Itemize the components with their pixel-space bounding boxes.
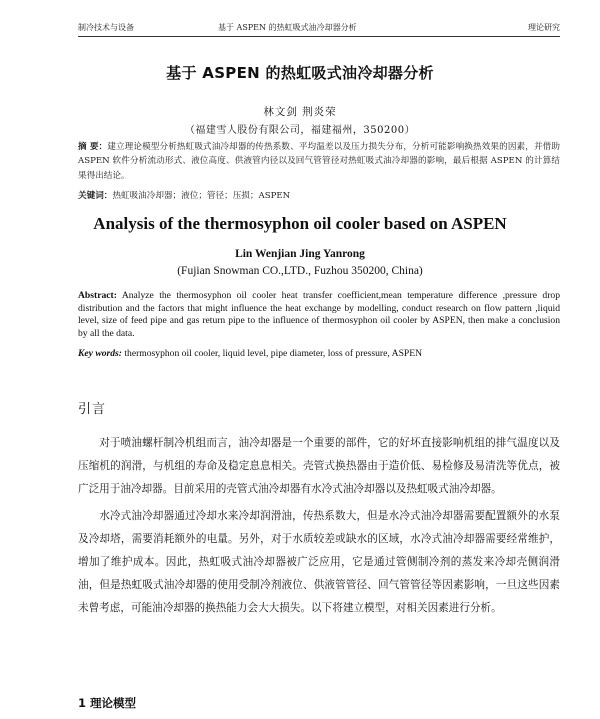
running-head-journal: 制冷技术与设备 xyxy=(78,23,134,32)
section-heading-theory-model: 1 理论模型 xyxy=(78,696,137,710)
english-affiliation: (Fujian Snowman CO.,LTD., Fuzhou 350200, China) xyxy=(177,265,423,277)
english-authors: Lin Wenjian Jing Yanrong xyxy=(235,248,365,260)
english-keywords xyxy=(78,348,560,361)
running-head-title: 基于 ASPEN 的热虹吸式油冷却器分析 xyxy=(218,23,357,32)
english-keywords-label: Key words: xyxy=(78,348,122,359)
english-title: Analysis of the thermosyphon oil cooler based on ASPEN xyxy=(93,214,507,233)
body-paragraph: 对于喷油螺杆制冷机组而言，油冷却器是一个重要的部件，它的好坏直接影响机组的排气温度以及压缩机的润滑，与机组的寿命及稳定息息相关。壳管式换热器由于造价低、易检修及易清洗等优点，被广泛用于油冷却器。目前采用的壳管式油冷却器有水冷式油冷却器以及热虹吸式油冷却器。 xyxy=(78,437,560,495)
chinese-keywords xyxy=(78,190,560,203)
body-text xyxy=(78,432,560,624)
english-abstract-text: Analyze the thermosyphon oil cooler heat transfer coefficient,mean temperature difference ,pressure drop distribution and the factors that might influence the heat exchange by modelling, conduct research on flow pattern ,liquid level, size of feed pipe and gas return pipe to the influence of thermosyphon oil cooler by ASPEN, then make a conclusion by all the data. xyxy=(78,290,560,339)
body-paragraph: 水冷式油冷却器通过冷却水来冷却润滑油，传热系数大，但是水冷式油冷却器需要配置额外的水泵及冷却塔，需要消耗额外的电量。另外，对于水质较差或缺水的区域，水冷式油冷却器需要经常维护，增加了维护成本。因此，热虹吸式油冷却器被广泛应用，它是通过管侧制冷剂的蒸发来冷却壳侧润滑油，但是热虹吸式油冷却器的使用受制冷剂液位、供液管管径、回气管管径等因素影响，一旦这些因素未曾考虑，可能油冷却器的换热能力会大大损失。以下将建立模型，对相关因素进行分析。 xyxy=(78,510,560,614)
chinese-abstract xyxy=(78,140,560,183)
chinese-affiliation: （福建雪人股份有限公司，福建福州，350200） xyxy=(184,125,416,136)
chinese-authors: 林文剑 荆炎荣 xyxy=(263,106,337,118)
running-head xyxy=(78,22,560,37)
english-abstract xyxy=(78,290,560,340)
english-keywords-text: thermosyphon oil cooler, liquid level, pipe diameter, loss of pressure, ASPEN xyxy=(124,348,423,359)
running-head-section: 理论研究 xyxy=(528,23,560,32)
section-heading-introduction: 引言 xyxy=(78,402,107,417)
chinese-abstract-text: 建立理论模型分析热虹吸式油冷却器的传热系数、平均温差以及压力损失分布，分析可能影响换热效果的因素，并借助 ASPEN 软件分析流动形式、液位高度、供液管内径以及回气管管径对热虹吸式油冷却器的影响，最后根据 ASPEN 的计算结果得出结论。 xyxy=(78,142,560,181)
chinese-title: 基于 ASPEN 的热虹吸式油冷却器分析 xyxy=(166,64,434,82)
chinese-keywords-label: 关键词： xyxy=(78,191,113,201)
chinese-abstract-label: 摘 要： xyxy=(78,142,108,152)
chinese-keywords-text: 热虹吸油冷却器；液位；管径；压损；ASPEN xyxy=(112,191,291,201)
english-abstract-label: Abstract: xyxy=(78,290,117,301)
